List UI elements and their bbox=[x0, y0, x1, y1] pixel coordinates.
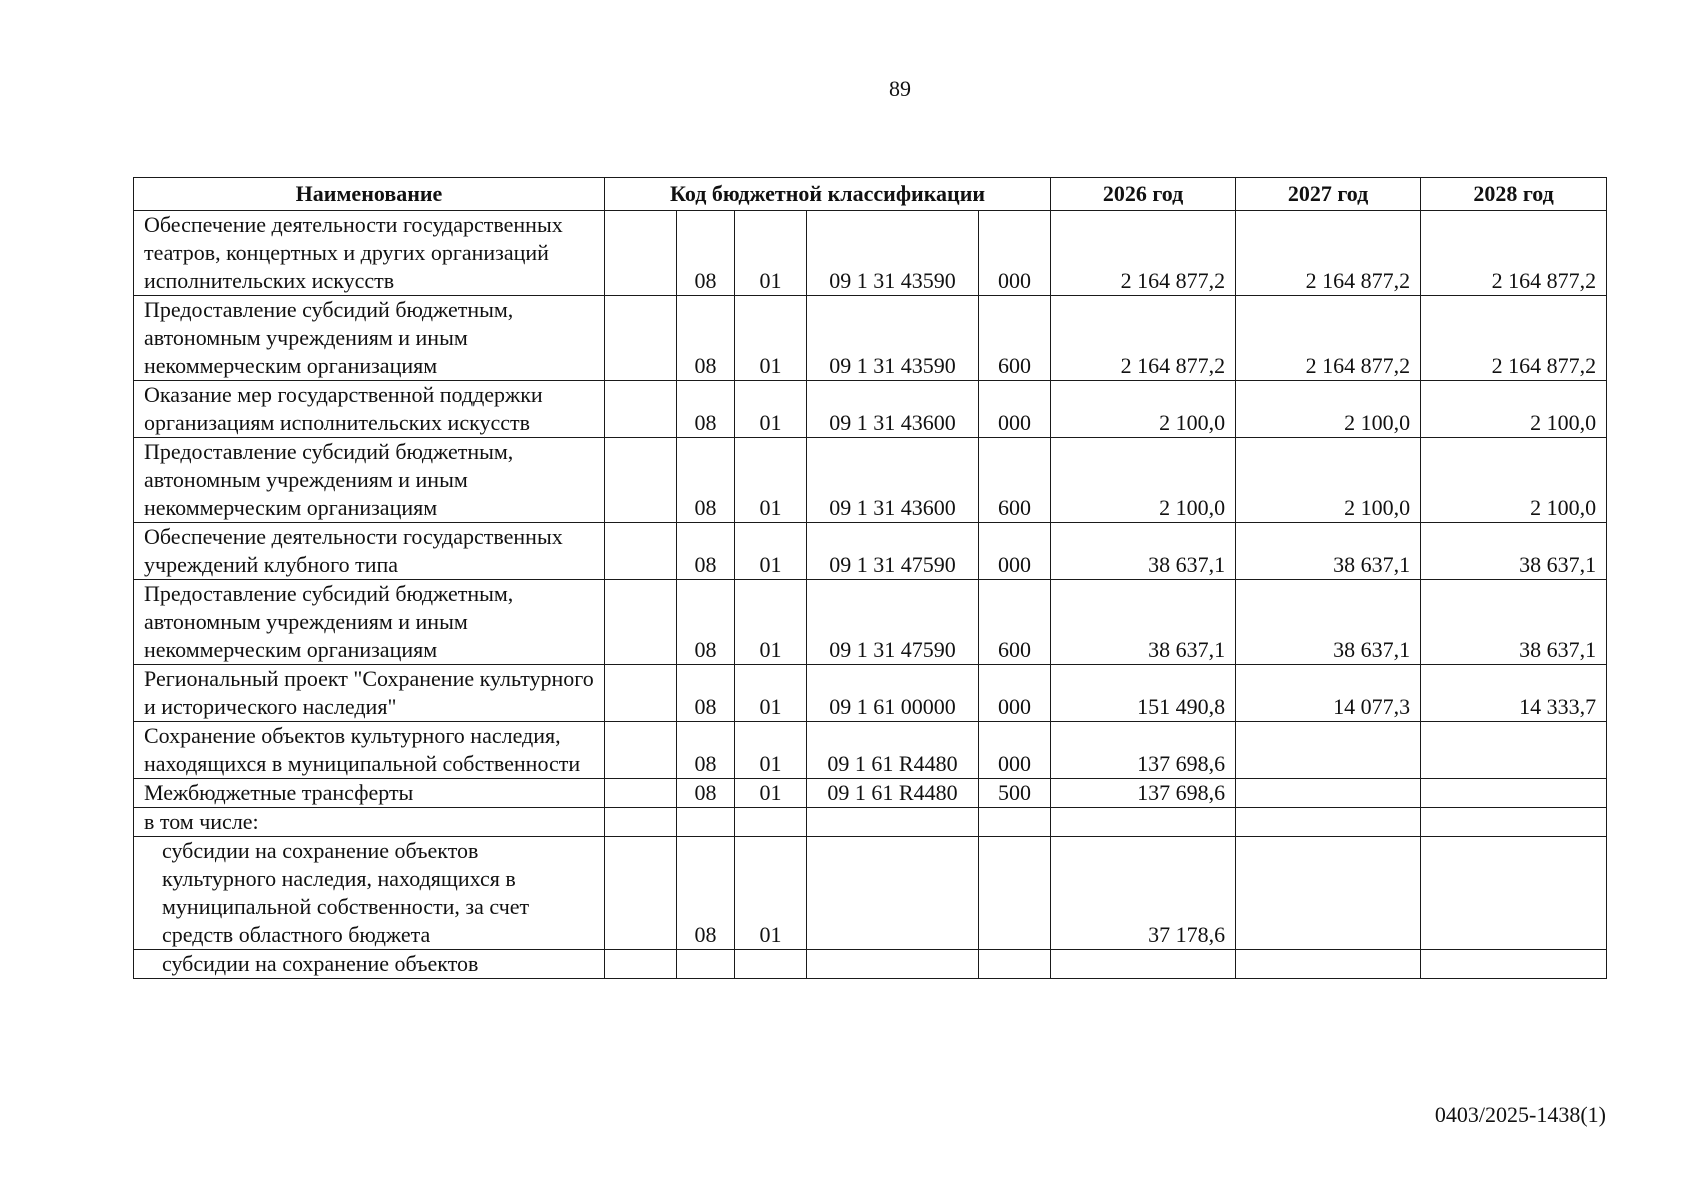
code-target: 09 1 31 43590 bbox=[807, 211, 979, 296]
table-row bbox=[134, 665, 1607, 722]
table-row bbox=[134, 779, 1607, 808]
value-2028 bbox=[1421, 779, 1607, 808]
code-expense-type: 000 bbox=[979, 211, 1051, 296]
value-2028: 38 637,1 bbox=[1421, 580, 1607, 665]
code-section: 08 bbox=[677, 580, 735, 665]
code-expense-type bbox=[979, 808, 1051, 837]
code-empty bbox=[605, 580, 677, 665]
code-target: 09 1 61 R4480 bbox=[807, 722, 979, 779]
value-2026: 37 178,6 bbox=[1051, 837, 1236, 950]
value-2026: 38 637,1 bbox=[1051, 580, 1236, 665]
value-2026 bbox=[1051, 950, 1236, 979]
page-number: 89 bbox=[889, 76, 911, 101]
value-2026: 38 637,1 bbox=[1051, 523, 1236, 580]
row-name: Региональный проект "Сохранение культурного и исторического наследия" bbox=[134, 665, 605, 722]
code-section: 08 bbox=[677, 722, 735, 779]
code-expense-type: 600 bbox=[979, 438, 1051, 523]
code-empty bbox=[605, 950, 677, 979]
value-2027 bbox=[1236, 779, 1421, 808]
value-2027: 2 100,0 bbox=[1236, 381, 1421, 438]
value-2027: 38 637,1 bbox=[1236, 523, 1421, 580]
value-2026: 2 164 877,2 bbox=[1051, 296, 1236, 381]
code-subsection bbox=[735, 808, 807, 837]
code-expense-type: 500 bbox=[979, 779, 1051, 808]
row-name: Предоставление субсидий бюджетным, автономным учреждениям и иным некоммерческим организациям bbox=[134, 580, 605, 665]
table-row bbox=[134, 837, 1607, 950]
value-2026: 2 164 877,2 bbox=[1051, 211, 1236, 296]
code-target bbox=[807, 837, 979, 950]
code-subsection bbox=[735, 950, 807, 979]
table-header-row bbox=[134, 178, 1607, 211]
row-name: Обеспечение деятельности государственных учреждений клубного типа bbox=[134, 523, 605, 580]
value-2027 bbox=[1236, 722, 1421, 779]
value-2027: 2 164 877,2 bbox=[1236, 211, 1421, 296]
code-expense-type: 000 bbox=[979, 722, 1051, 779]
code-target bbox=[807, 950, 979, 979]
code-subsection: 01 bbox=[735, 665, 807, 722]
code-target bbox=[807, 808, 979, 837]
code-section: 08 bbox=[677, 296, 735, 381]
code-section: 08 bbox=[677, 779, 735, 808]
table-row bbox=[134, 381, 1607, 438]
code-subsection: 01 bbox=[735, 580, 807, 665]
code-empty bbox=[605, 211, 677, 296]
code-subsection: 01 bbox=[735, 523, 807, 580]
value-2027: 38 637,1 bbox=[1236, 580, 1421, 665]
value-2026: 2 100,0 bbox=[1051, 438, 1236, 523]
budget-table bbox=[133, 177, 1607, 979]
code-target: 09 1 31 47590 bbox=[807, 523, 979, 580]
code-empty bbox=[605, 722, 677, 779]
table-row bbox=[134, 438, 1607, 523]
code-section: 08 bbox=[677, 211, 735, 296]
value-2028: 2 100,0 bbox=[1421, 381, 1607, 438]
document-id: 0403/2025-1438(1) bbox=[1434, 1102, 1606, 1127]
value-2026: 137 698,6 bbox=[1051, 779, 1236, 808]
value-2028 bbox=[1421, 722, 1607, 779]
header-2027: 2027 год bbox=[1236, 178, 1421, 211]
code-subsection: 01 bbox=[735, 779, 807, 808]
value-2028 bbox=[1421, 808, 1607, 837]
value-2028: 2 100,0 bbox=[1421, 438, 1607, 523]
value-2027 bbox=[1236, 808, 1421, 837]
value-2027: 2 164 877,2 bbox=[1236, 296, 1421, 381]
table-row bbox=[134, 523, 1607, 580]
value-2028: 2 164 877,2 bbox=[1421, 296, 1607, 381]
row-name: субсидии на сохранение объектов культурного наследия, находящихся в муниципальной собственности, за счет средств областного бюджета bbox=[134, 837, 605, 950]
table-row bbox=[134, 950, 1607, 979]
code-subsection: 01 bbox=[735, 296, 807, 381]
code-section: 08 bbox=[677, 523, 735, 580]
value-2026 bbox=[1051, 808, 1236, 837]
code-empty bbox=[605, 523, 677, 580]
code-empty bbox=[605, 438, 677, 523]
code-empty bbox=[605, 296, 677, 381]
table-row bbox=[134, 722, 1607, 779]
value-2027 bbox=[1236, 950, 1421, 979]
header-2026: 2026 год bbox=[1051, 178, 1236, 211]
code-target: 09 1 31 47590 bbox=[807, 580, 979, 665]
code-section bbox=[677, 808, 735, 837]
value-2028: 14 333,7 bbox=[1421, 665, 1607, 722]
row-name: в том числе: bbox=[134, 808, 605, 837]
row-name: Межбюджетные трансферты bbox=[134, 779, 605, 808]
header-name: Наименование bbox=[134, 178, 605, 211]
value-2028 bbox=[1421, 837, 1607, 950]
code-empty bbox=[605, 837, 677, 950]
value-2028 bbox=[1421, 950, 1607, 979]
code-section: 08 bbox=[677, 665, 735, 722]
code-empty bbox=[605, 808, 677, 837]
code-expense-type: 000 bbox=[979, 381, 1051, 438]
code-subsection: 01 bbox=[735, 722, 807, 779]
code-section bbox=[677, 950, 735, 979]
code-empty bbox=[605, 381, 677, 438]
value-2028: 2 164 877,2 bbox=[1421, 211, 1607, 296]
code-expense-type bbox=[979, 950, 1051, 979]
value-2026: 2 100,0 bbox=[1051, 381, 1236, 438]
row-name: Сохранение объектов культурного наследия, находящихся в муниципальной собственности bbox=[134, 722, 605, 779]
code-target: 09 1 31 43600 bbox=[807, 381, 979, 438]
value-2028: 38 637,1 bbox=[1421, 523, 1607, 580]
code-empty bbox=[605, 779, 677, 808]
code-subsection: 01 bbox=[735, 438, 807, 523]
value-2026: 151 490,8 bbox=[1051, 665, 1236, 722]
table-row bbox=[134, 211, 1607, 296]
table-row bbox=[134, 580, 1607, 665]
code-subsection: 01 bbox=[735, 211, 807, 296]
code-section: 08 bbox=[677, 381, 735, 438]
code-expense-type: 000 bbox=[979, 665, 1051, 722]
value-2027: 14 077,3 bbox=[1236, 665, 1421, 722]
code-expense-type bbox=[979, 837, 1051, 950]
code-section: 08 bbox=[677, 837, 735, 950]
code-target: 09 1 61 R4480 bbox=[807, 779, 979, 808]
code-expense-type: 000 bbox=[979, 523, 1051, 580]
value-2027 bbox=[1236, 837, 1421, 950]
row-name: Предоставление субсидий бюджетным, автономным учреждениям и иным некоммерческим организациям bbox=[134, 438, 605, 523]
code-empty bbox=[605, 665, 677, 722]
code-target: 09 1 31 43590 bbox=[807, 296, 979, 381]
header-2028: 2028 год bbox=[1421, 178, 1607, 211]
code-expense-type: 600 bbox=[979, 580, 1051, 665]
table-row bbox=[134, 296, 1607, 381]
code-expense-type: 600 bbox=[979, 296, 1051, 381]
row-name: субсидии на сохранение объектов bbox=[134, 950, 605, 979]
code-subsection: 01 bbox=[735, 837, 807, 950]
value-2027: 2 100,0 bbox=[1236, 438, 1421, 523]
header-code: Код бюджетной классификации bbox=[605, 178, 1051, 211]
table-row bbox=[134, 808, 1607, 837]
value-2026: 137 698,6 bbox=[1051, 722, 1236, 779]
code-target: 09 1 61 00000 bbox=[807, 665, 979, 722]
row-name: Обеспечение деятельности государственных театров, концертных и других организаций исполнительских искусств bbox=[134, 211, 605, 296]
row-name: Оказание мер государственной поддержки организациям исполнительских искусств bbox=[134, 381, 605, 438]
row-name: Предоставление субсидий бюджетным, автономным учреждениям и иным некоммерческим организациям bbox=[134, 296, 605, 381]
code-subsection: 01 bbox=[735, 381, 807, 438]
code-section: 08 bbox=[677, 438, 735, 523]
code-target: 09 1 31 43600 bbox=[807, 438, 979, 523]
